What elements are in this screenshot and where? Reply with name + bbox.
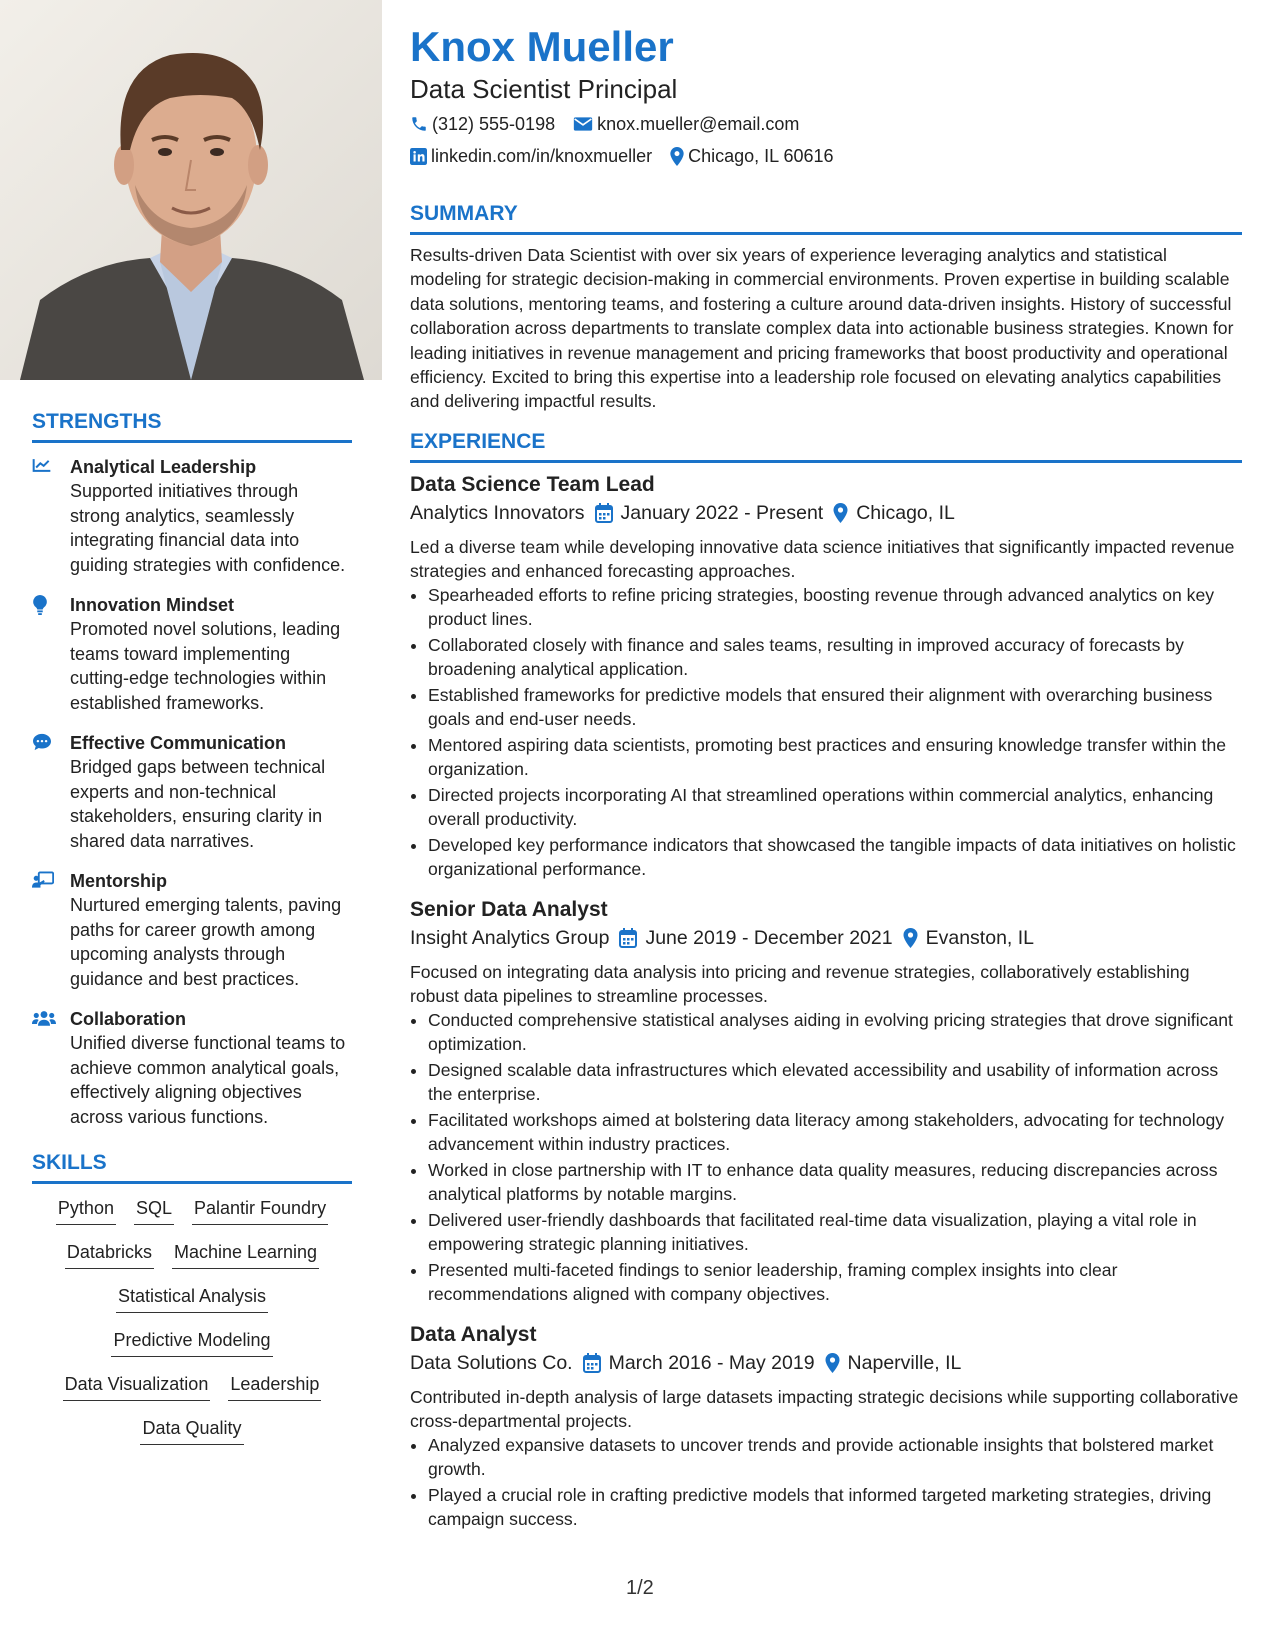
page-number: 1/2 [626,1577,654,1599]
job-dates-item [619,924,892,952]
lightbulb-icon [32,593,70,715]
job-bullet: • Facilitated workshops aimed at bolstering data literacy among stakeholders, advocating for technology advancement within industry practices. [428,1108,1242,1157]
experience-heading: EXPERIENCE [410,430,1242,463]
skill-row [36,1372,348,1401]
job-bullets [410,583,1242,882]
job-bullet: • Played a crucial role in crafting predictive models that informed targeted marketing strategies, driving campaign success. [428,1483,1242,1532]
job-description: Focused on integrating data analysis into pricing and revenue strategies, collaboratively establishing robust data pipelines to streamline processes. [410,961,1190,1006]
skill-row [36,1240,348,1269]
strength-item [32,455,352,577]
strength-body [70,731,352,853]
strength-item [32,1007,352,1129]
job-location: Chicago, IL [856,501,955,524]
skill-tag: Databricks [65,1240,154,1269]
job-entry [410,471,1242,882]
strength-body [70,593,352,715]
skill-tag: Data Visualization [63,1372,211,1401]
job-entry [410,1321,1242,1532]
job-bullets [410,1008,1242,1307]
job-meta [410,924,1242,952]
strength-body [70,455,352,577]
job-company: Analytics Innovators [410,501,585,524]
linkedin-item[interactable] [410,144,652,168]
strength-body [70,1007,352,1129]
calendar-icon [583,1353,601,1373]
skill-tag: SQL [134,1196,174,1225]
strength-description: Nurtured emerging talents, paving paths for career growth among upcoming analysts through guidance and best practices. [70,895,342,989]
job-bullet: • Developed key performance indicators that showcased the tangible impacts of data initiatives on holistic organizational performance. [428,833,1242,882]
job-dates: January 2022 - Present [620,501,824,524]
chalkboard-teacher-icon [32,869,70,991]
strength-title: Effective Communication [70,733,287,753]
strength-title: Innovation Mindset [70,595,234,615]
job-entry [410,896,1242,1307]
job-description: Contributed in-depth analysis of large datasets impacting strategic decisions while supporting collaborative cross-departmental projects. [410,1386,1239,1431]
strength-description: Unified diverse functional teams to achieve common analytical goals, effectively aligning objectives across various functions. [70,1033,346,1127]
skill-tag: Palantir Foundry [192,1196,328,1225]
job-company: Insight Analytics Group [410,926,610,949]
calendar-icon [595,503,613,523]
skill-tag: Data Quality [140,1416,243,1445]
job-meta [410,499,1242,527]
job-description: Led a diverse team while developing innovative data science initiatives that significantly impacted revenue strategies and enhanced forecasting approaches. [410,536,1235,581]
job-bullet: • Conducted comprehensive statistical analyses aiding in evolving pricing strategies that drove significant optimization. [428,1008,1242,1057]
job-bullet: • Mentored aspiring data scientists, promoting best practices and ensuring knowledge transfer within the organization. [428,733,1242,782]
comment-icon [32,731,70,853]
job-meta [410,1349,1242,1377]
calendar-icon [619,928,637,948]
envelope-icon [573,116,593,132]
location-item [670,144,833,168]
experience-list [410,471,1242,1532]
job-location-item [825,1349,962,1377]
strength-title: Collaboration [70,1009,186,1029]
phone-text: (312) 555-0198 [432,114,556,134]
chart-line-icon [32,455,70,577]
skill-tag: Leadership [228,1372,321,1401]
strength-body [70,869,352,991]
job-dates-item [583,1349,815,1377]
strength-item [32,869,352,991]
candidate-name: Knox Mueller [410,23,674,70]
skill-row [36,1196,348,1225]
phone-icon [410,115,428,133]
candidate-role: Data Scientist Principal [410,74,678,104]
strength-item [32,593,352,715]
skills-list [32,1196,352,1445]
job-bullet: • Worked in close partnership with IT to enhance data quality measures, reducing discrepancies across analytical platforms by notable margins. [428,1158,1242,1207]
skill-tag: Predictive Modeling [111,1328,272,1357]
location-text: Chicago, IL 60616 [688,146,834,166]
strength-title: Mentorship [70,871,167,891]
job-bullet: • Established frameworks for predictive models that ensured their alignment with overarching business goals and end-user needs. [428,683,1242,732]
job-dates: June 2019 - December 2021 [645,926,893,949]
users-icon [32,1007,70,1129]
skill-tag: Machine Learning [172,1240,319,1269]
profile-photo [0,0,382,380]
portrait-image [0,0,382,380]
job-bullet: • Delivered user-friendly dashboards that facilitated real-time data visualization, playing a vital role in empowering strategic planning initiatives. [428,1208,1242,1257]
summary-heading: SUMMARY [410,202,1242,235]
skill-tag: Python [56,1196,116,1225]
job-location: Evanston, IL [925,926,1035,949]
skill-tag: Statistical Analysis [116,1284,268,1313]
map-marker-icon [833,503,848,523]
job-bullet: • Collaborated closely with finance and sales teams, resulting in improved accuracy of forecasts by broadening analytical application. [428,633,1242,682]
job-bullet: • Presented multi-faceted findings to senior leadership, framing complex insights into clear recommendations aligned with company objectives. [428,1258,1242,1307]
strength-description: Supported initiatives through strong analytics, seamlessly integrating financial data into guiding strategies with confidence. [70,481,346,575]
job-dates: March 2016 - May 2019 [608,1351,815,1374]
job-bullet: • Designed scalable data infrastructures which elevated accessibility and usability of information across the enterprise. [428,1058,1242,1107]
summary-text: Results-driven Data Scientist with over six years of experience leveraging analytics and statistical modeling for strategic decision-making in commercial environments. Proven expertise in building scalable data solutions, mentoring teams, and fostering a culture around data-driven insights. History of successful collaboration across departments to translate complex data into actionable business strategies. Known for leading initiatives in revenue management and pricing frameworks that boost productivity and operational efficiency. Excited to bring this expertise into a leadership role focused on elevating analytics capabilities and delivering impactful results. [410,245,1234,412]
job-company: Data Solutions Co. [410,1351,573,1374]
job-location-item [903,924,1034,952]
job-location: Naperville, IL [847,1351,962,1374]
job-title: Data Analyst [410,1322,537,1346]
job-bullet: • Analyzed expansive datasets to uncover trends and provide actionable insights that bolstered market growth. [428,1433,1242,1482]
job-title: Senior Data Analyst [410,897,608,921]
job-location-item [833,499,955,527]
contact-row-1 [410,112,1242,136]
strengths-list [32,455,352,1129]
strength-description: Bridged gaps between technical experts and non-technical stakeholders, ensuring clarity in shared data narratives. [70,757,326,851]
strength-title: Analytical Leadership [70,457,257,477]
job-bullet: • Directed projects incorporating AI that streamlined operations within commercial analytics, enhancing overall productivity. [428,783,1242,832]
strength-item [32,731,352,853]
map-marker-icon [903,928,918,948]
skill-row [36,1328,348,1357]
strengths-heading: STRENGTHS [32,410,352,443]
map-marker-icon [670,147,684,166]
skills-heading: SKILLS [32,1151,352,1184]
skill-row [36,1416,348,1445]
job-bullets [410,1433,1242,1532]
contact-row-2 [410,144,1242,168]
job-title: Data Science Team Lead [410,472,655,496]
linkedin-text: linkedin.com/in/knoxmueller [431,146,653,166]
main-column [410,22,1242,1546]
phone-item[interactable] [410,112,555,136]
strength-description: Promoted novel solutions, leading teams toward implementing cutting-edge technologies within established frameworks. [70,619,341,713]
linkedin-icon [410,148,427,165]
map-marker-icon [825,1353,840,1373]
email-text: knox.mueller@email.com [597,114,800,134]
email-item[interactable] [573,112,799,136]
job-dates-item [595,499,824,527]
job-bullet: • Spearheaded efforts to refine pricing strategies, boosting revenue through advanced analytics on key product lines. [428,583,1242,632]
sidebar [32,410,352,1460]
skill-row [36,1284,348,1313]
